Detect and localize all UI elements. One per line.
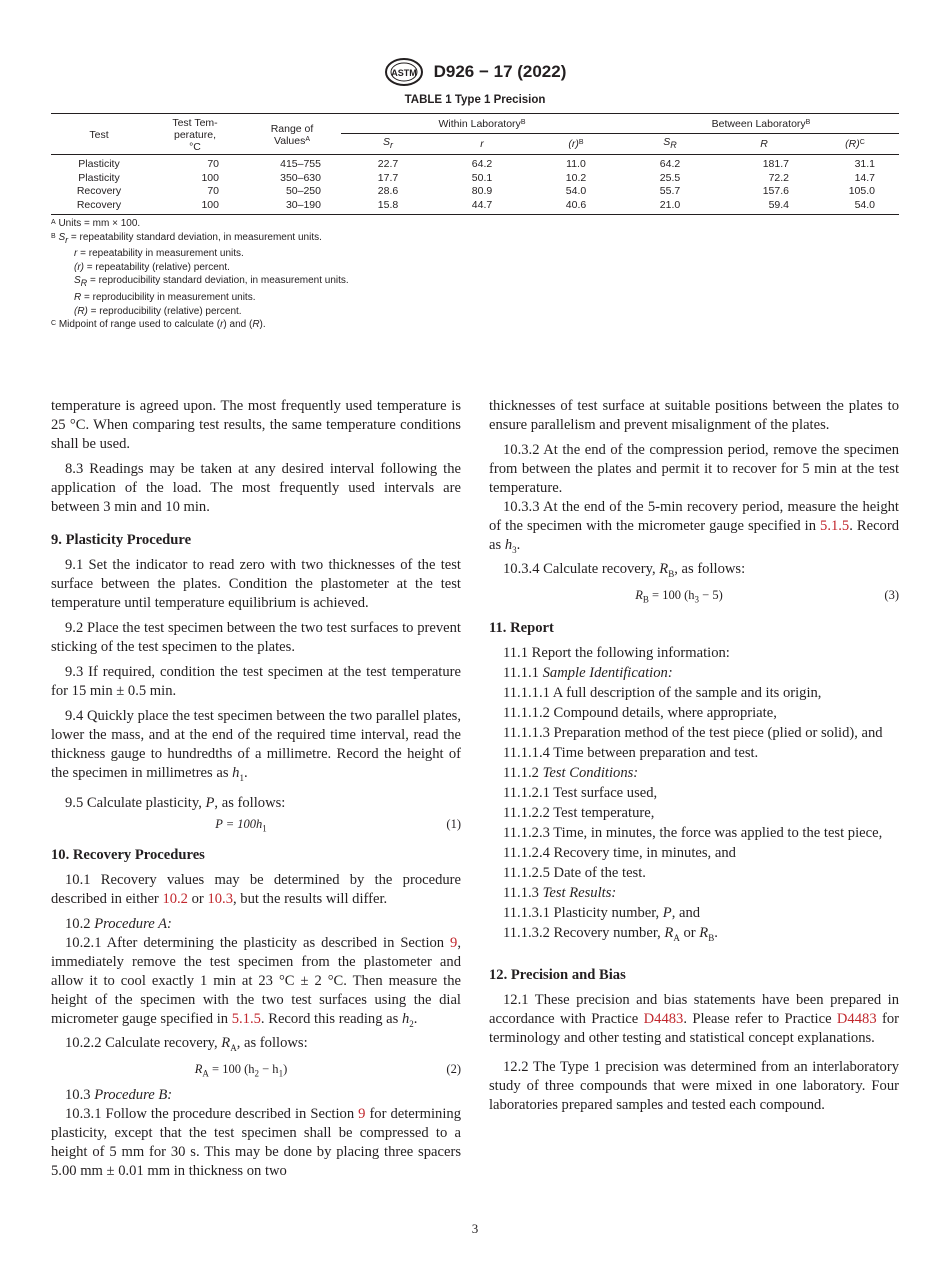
equation-1: $P = 100h_1$ (1) [215,816,461,834]
table-row: Plasticity 100 350–630 17.7 50.1 10.2 25.5 72.2 14.7 [78,171,875,184]
col-r: r [435,133,529,154]
paragraph-10-3: 10.3 Procedure B: [65,1086,173,1103]
col-temp: Test Tem-perature, °C [147,114,243,155]
col-test: Test [51,114,147,155]
equation-3: $R_B = 100$ $(h_3 - 5)$ (3) [635,587,899,605]
item-11-1-1: 11.1.1 Sample Identification: [503,665,673,682]
col-SR: $S_R$ [623,133,717,154]
page-number: 3 [471,1221,479,1236]
col-R-percent: (R)$^C$ [811,133,899,154]
section-9-heading: 9. Plasticity Procedure [51,532,192,548]
footnote-b-line: $S_R$ = reproducibility standard deviation, in measurement units. [74,275,349,289]
svg-text:ASTM: ASTM [390,68,417,78]
section-11-heading: 11. Report [489,620,554,637]
paragraph-9-4: 9.4 Quickly place the test specimen between the two parallel plates, lower the mass, and at the end of the required time interval, read the thickness gauge to hundredths of a millimetre. Record the height of the specimen in millimetres as $h_1$. [51,708,461,783]
paragraph: thicknesses of test surface at suitable positions between the plates to ensure parallelism and prevent misalignment of the plates. [489,398,899,433]
col-R: R [717,133,811,154]
item-11-1-3: 11.1.3 Test Results: [503,885,617,902]
paragraph-12-2: 12.2 The Type 1 precision was determined from an interlaboratory study of three compounds that were mixed in one laboratory. Four laboratories prepared samples and tested each compound. [489,1059,899,1114]
paragraph-10-3-2: 10.3.2 At the end of the compression period, remove the specimen from between the plates and permit it to recover for 5 min at the test temperature. [489,442,899,496]
paragraph: temperature is agreed upon. The most frequently used temperature is 25 °C. When comparing test results, the same temperature conditions shall be used. [51,398,461,452]
footnote-b-line: r = repeatability in measurement units. [74,248,244,260]
left-column [51,397,461,1187]
ref-d4483-link[interactable]: D4483 [643,1011,684,1028]
footnote-b-line: (r) = repeatability (relative) percent. [74,261,230,273]
section-12-heading: 12. Precision and Bias [489,967,626,984]
footnote-c: $^C$ Midpoint of range used to calculate (r) and (R). [51,319,266,331]
precision-table [51,113,899,215]
page-header [0,57,950,87]
item-11-1-2: 11.1.2 Test Conditions: [503,765,639,782]
item-11-1-3-1: 11.1.3.1 Plasticity number, P, and [503,905,701,922]
item-11-1-2-2: 11.1.2.2 Test temperature, [503,805,655,822]
paragraph-10-3-1: 10.3.1 Follow the procedure described in Section 9 for determining plasticity, except that the test specimen shall be compressed to a height of 5 mm for 30 s. This may be done by placing three spacers 5.00 mm ± 0.01 mm in thickness on two [51,1105,461,1179]
right-column [489,397,899,1121]
table-footnotes [51,217,551,332]
item-11-1-2-5: 11.1.2.5 Date of the test. [503,865,646,882]
paragraph-9-1: 9.1 Set the indicator to read zero with two thicknesses of the test surface between the plates. Condition the plastometer at the test temperature until temperature equilibrium is achieved. [51,557,461,611]
item-11-1-3-2: 11.1.3.2 Recovery number, $R_A$ or $R_B$. [503,925,718,944]
item-11-1-2-3: 11.1.2.3 Time, in minutes, the force was applied to the test piece, [503,825,883,842]
footnote-a: $^A$ Units = mm × 100. [51,218,141,229]
col-within-lab: Within Laboratory$^B$ [341,114,623,134]
item-11-1-1-1: 11.1.1.1 A full description of the sample and its origin, [503,685,822,702]
table-row: Recovery 70 50–250 28.6 80.9 54.0 55.7 157.6 105.0 [76,185,875,197]
ref-5-1-5-link[interactable]: 5.1.5 [820,518,850,534]
paragraph-9-2: 9.2 Place the test specimen between the two test surfaces to prevent sticking of the test specimen to the plates. [51,620,461,655]
document-designation: D926 − 17 (2022) [433,62,567,81]
ref-5-1-5-link[interactable]: 5.1.5 [231,1011,261,1028]
footnote-b-line: R = reproducibility in measurement units. [74,291,256,303]
paragraph-8-3: 8.3 Readings may be taken at any desired interval following the application of the load. The most frequently used intervals are between 3 min and 10 min. [51,461,461,515]
paragraph-10-3-4: 10.3.4 Calculate recovery, $R_B$, as follows: [503,560,746,579]
ref-section-9-link[interactable]: 9 [450,935,458,952]
table-row: Recovery 100 30–190 15.8 44.7 40.6 21.0 59.4 54.0 [51,199,899,215]
paragraph-10-1: 10.1 Recovery values may be determined by the procedure described in either 10.2 or 10.3, but the results will differ. [51,872,461,908]
col-r-percent: (r)$^B$ [529,133,623,154]
astm-logo-icon [384,57,424,87]
paragraph-10-2-1: 10.2.1 After determining the plasticity as described in Section 9, immediately remove the test specimen from the plastometer and allow it to cool exactly 1 min at 23 °C ± 2 °C. Then measure the height of the specimen with the two test surfaces using the dial micrometer gauge specified in 5.1.5. Record this reading as $h_2$. [51,935,461,1030]
paragraph-10-2: 10.2 Procedure A: [65,916,172,933]
table-row: Plasticity 70 415–755 22.7 64.2 11.0 64.2 181.7 31.1 [78,158,875,170]
item-11-1-1-2: 11.1.1.2 Compound details, where appropriate, [503,705,777,722]
item-11-1-1-4: 11.1.1.4 Time between preparation and test. [503,745,759,762]
footnote-b-line: (R) = reproducibility (relative) percent. [74,305,242,317]
paragraph-9-3: 9.3 If required, condition the test specimen at the test temperature for 15 min ± 0.5 min. [51,664,461,699]
footnote-b: $^B$ $S_r$ = repeatability standard deviation, in measurement units. [51,231,322,245]
col-between-lab: Between Laboratory$^B$ [623,114,899,134]
paragraph-10-3-3: 10.3.3 At the end of the 5-min recovery period, measure the height of the specimen with the micrometer gauge specified in 5.1.5. Record as $h_3$. [489,499,899,555]
paragraph-10-2-2: 10.2.2 Calculate recovery, $R_A$, as follows: [65,1035,308,1054]
ref-section-9-link[interactable]: 9 [358,1105,366,1122]
col-range: Range of Values$^A$ [243,114,341,155]
paragraph-12-1: 12.1 These precision and bias statements have been prepared in accordance with Practice D4483. Please refer to Practice D4483 for terminology and other testing and statistical concept explanations. [489,992,899,1047]
section-10-heading: 10. Recovery Procedures [51,847,205,864]
ref-10-2-link[interactable]: 10.2 [162,891,188,908]
col-sr: $S_r$ [341,133,435,154]
table-title: TABLE 1 Type 1 Precision [404,94,546,106]
equation-2: $R_A = 100$ $(h_2 - h_1)$ (2) [194,1062,461,1079]
item-11-1-2-4: 11.1.2.4 Recovery time, in minutes, and [503,845,736,862]
ref-10-3-link[interactable]: 10.3 [207,891,233,908]
item-11-1-1-3: 11.1.1.3 Preparation method of the test piece (plied or solid), and [503,725,883,742]
item-11-1: 11.1 Report the following information: [503,645,730,662]
paragraph-9-5: 9.5 Calculate plasticity, P, as follows: [65,794,286,811]
item-11-1-2-1: 11.1.2.1 Test surface used, [503,785,658,802]
ref-d4483-link[interactable]: D4483 [836,1011,877,1028]
